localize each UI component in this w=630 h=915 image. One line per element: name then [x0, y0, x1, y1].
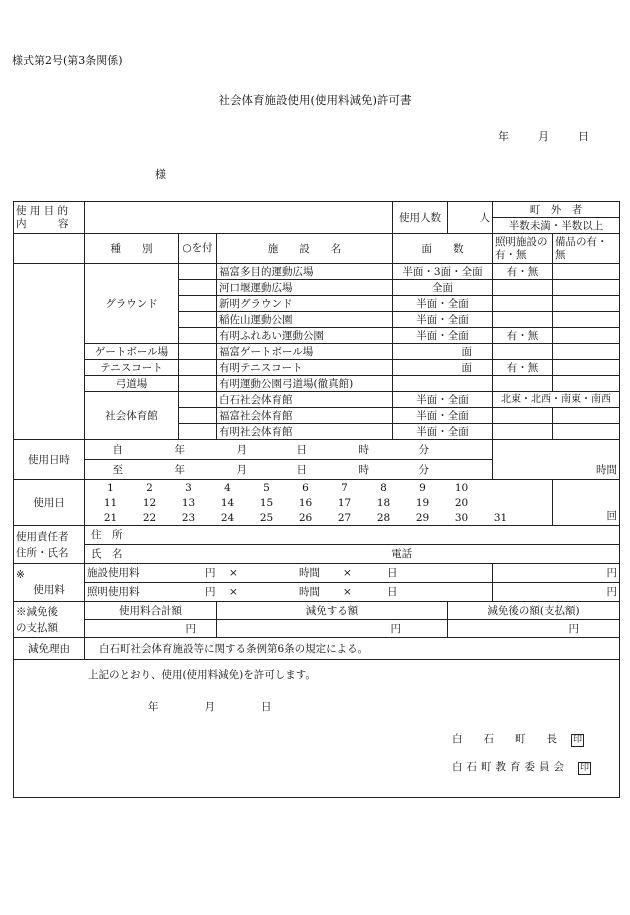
after-label: 減免後の額(支払額)	[448, 602, 620, 620]
mark-cell[interactable]	[179, 328, 217, 344]
approval-month: 月	[204, 701, 215, 713]
facility-name: 稲佐山運動公園	[217, 312, 393, 328]
facility-row	[14, 264, 620, 280]
facility-area[interactable]: 半面・3面・全面	[393, 264, 493, 280]
minute-unit: 分	[418, 443, 429, 456]
users-label: 使用人数	[393, 202, 448, 234]
day-number[interactable]: 21	[103, 511, 118, 524]
users-unit: 人	[479, 211, 491, 224]
address-field[interactable]	[85, 526, 620, 545]
day-number[interactable]: 16	[298, 496, 313, 509]
facility-equipment[interactable]	[553, 328, 620, 344]
day-unit: 日	[296, 463, 307, 476]
from-label: 自	[112, 443, 123, 456]
mark-cell[interactable]	[179, 360, 217, 376]
facility-area[interactable]: 半面・全面	[393, 392, 493, 408]
reduced-label-line1: ※減免後	[16, 605, 58, 618]
day-number[interactable]: 25	[259, 511, 274, 524]
approval-date	[148, 700, 272, 714]
facility-area[interactable]: 面	[393, 344, 493, 360]
facility-area[interactable]: 全面	[393, 280, 493, 296]
page-title: 社会体育施設使用(使用料減免)許可書	[218, 93, 412, 107]
month-unit: 月	[236, 443, 247, 456]
purpose-label-line2: 内 容	[16, 217, 69, 230]
mayor-title: 白 石 町 長	[452, 733, 557, 745]
day-number[interactable]: 28	[376, 511, 391, 524]
times-sign: ×	[343, 586, 352, 598]
mark-cell[interactable]	[179, 408, 217, 424]
seal-stamp: 印	[572, 735, 582, 745]
mark-cell[interactable]	[179, 392, 217, 408]
reduced-label-line2: の支払額	[16, 621, 58, 634]
lighting-fee-label: 照明使用料	[87, 586, 140, 598]
usage-days-label: 使用日	[14, 480, 85, 526]
facility-area[interactable]: 半面・全面	[393, 408, 493, 424]
day-number[interactable]: 2	[146, 481, 153, 494]
responsible-label-line2: 住所・氏名	[16, 546, 69, 559]
day-number[interactable]: 14	[220, 496, 235, 509]
header-blank	[14, 234, 85, 264]
facility-lighting[interactable]: 北東・北西・南東・南西	[493, 392, 620, 408]
month-unit: 月	[236, 463, 247, 476]
day-number[interactable]: 4	[224, 481, 231, 494]
issue-date	[498, 128, 589, 144]
facility-area[interactable]: 面	[393, 360, 493, 376]
date-year: 年	[498, 130, 509, 143]
day-number[interactable]: 6	[302, 481, 309, 494]
day-number[interactable]: 13	[181, 496, 196, 509]
day-number[interactable]: 9	[419, 481, 426, 494]
day-number[interactable]: 30	[454, 511, 469, 524]
fees-label	[14, 564, 85, 602]
day-number[interactable]: 12	[142, 496, 157, 509]
approval-day: 日	[261, 701, 272, 713]
days-unit: 日	[387, 586, 398, 598]
permit-form-table	[13, 201, 620, 798]
yen-unit: 円	[185, 622, 196, 635]
lighting-fee-total[interactable]	[493, 583, 620, 602]
facility-left-blank	[14, 264, 85, 440]
type-tennis: テニスコート	[85, 360, 179, 376]
yen-unit: 円	[606, 567, 618, 579]
reduced-label	[14, 602, 85, 638]
day-number[interactable]: 22	[142, 511, 157, 524]
facility-name: 河口堰運動広場	[217, 280, 393, 296]
facility-name: 福富多目的運動広場	[217, 264, 393, 280]
times-sign: ×	[229, 567, 238, 579]
yen-unit: 円	[606, 586, 618, 598]
col-facility: 施 設 名	[217, 234, 393, 264]
reason-text: 白石町社会体育施設等に関する条例第6条の規定による。	[85, 638, 620, 660]
days-unit: 日	[387, 567, 398, 579]
facility-fee-total[interactable]	[493, 564, 620, 583]
mark-cell[interactable]	[179, 296, 217, 312]
facility-equipment[interactable]	[553, 264, 620, 280]
outside-label: 町 外 者	[493, 202, 620, 218]
year-unit: 年	[174, 463, 185, 476]
days-row[interactable]	[85, 495, 553, 510]
day-number[interactable]: 24	[220, 511, 235, 524]
facility-row	[14, 360, 620, 376]
day-number[interactable]: 23	[181, 511, 196, 524]
outside-ratio[interactable]: 半数未満・半数以上	[493, 218, 620, 234]
approval-statement: 上記のとおり、使用(使用料減免)を許可します。	[88, 669, 316, 681]
day-unit: 日	[296, 443, 307, 456]
lighting-fee-row[interactable]	[85, 583, 493, 602]
usage-count[interactable]	[553, 480, 620, 526]
days-row[interactable]	[85, 480, 553, 496]
yen-unit: 円	[390, 622, 402, 635]
mark-cell[interactable]	[179, 264, 217, 280]
usage-from-row[interactable]	[85, 440, 493, 460]
facility-equipment[interactable]	[553, 312, 620, 328]
facility-lighting[interactable]: 有・無	[493, 360, 553, 376]
users-field[interactable]	[448, 202, 493, 234]
facility-name: 有明運動公園弓道場(徹真館)	[217, 376, 393, 392]
purpose-label	[14, 202, 85, 234]
day-number[interactable]: 19	[415, 496, 430, 509]
times-sign: ×	[343, 567, 352, 579]
day-number[interactable]: 29	[415, 511, 430, 524]
approval-year: 年	[148, 701, 159, 713]
reduction-amount[interactable]	[217, 620, 448, 638]
facility-name: 有明ふれあい運動公園	[217, 328, 393, 344]
type-gym: 社会体育館	[85, 392, 179, 440]
addressee: 様	[155, 168, 166, 181]
facility-area[interactable]: 半面・全面	[393, 296, 493, 312]
facility-equipment[interactable]	[553, 296, 620, 312]
facility-row	[14, 392, 620, 408]
yen-unit: 円	[205, 586, 216, 598]
board-line	[452, 760, 591, 775]
day-number[interactable]: 17	[337, 496, 352, 509]
day-number[interactable]: 1	[107, 481, 114, 494]
name-field[interactable]	[85, 545, 620, 564]
day-number[interactable]: 3	[185, 481, 192, 494]
date-month: 月	[538, 130, 549, 143]
facility-fee-row[interactable]	[85, 564, 493, 583]
usage-to-row[interactable]	[85, 460, 493, 480]
fees-label-text: 使用料	[33, 583, 65, 596]
times-sign: ×	[229, 586, 238, 598]
facility-equipment[interactable]	[553, 360, 620, 376]
facility-area[interactable]: 半面・全面	[393, 312, 493, 328]
type-gateball: ゲートボール場	[85, 344, 179, 360]
board-title: 白石町教育委員会	[452, 761, 568, 773]
facility-name: 新明グラウンド	[217, 296, 393, 312]
fees-mark: ※	[16, 568, 25, 581]
day-number[interactable]: 31	[493, 511, 508, 524]
day-number[interactable]: 15	[259, 496, 274, 509]
day-number[interactable]: 10	[454, 481, 469, 494]
mark-cell[interactable]	[179, 280, 217, 296]
day-number[interactable]: 26	[298, 511, 313, 524]
facility-lighting[interactable]	[493, 312, 553, 328]
facility-area[interactable]: 半面・全面	[393, 424, 493, 440]
responsible-label	[14, 526, 85, 564]
address-label: 住 所	[91, 529, 123, 541]
reason-label: 減免理由	[14, 638, 85, 660]
day-number[interactable]: 5	[263, 481, 270, 494]
hour-unit: 時	[358, 443, 369, 456]
facility-equipment[interactable]	[553, 280, 620, 296]
purpose-field[interactable]	[85, 202, 393, 234]
yen-unit: 円	[205, 567, 216, 579]
day-number[interactable]: 20	[454, 496, 469, 509]
facility-area[interactable]	[393, 376, 493, 392]
day-number[interactable]: 27	[337, 511, 352, 524]
type-ground: グラウンド	[85, 264, 179, 344]
hour-unit: 時	[358, 463, 369, 476]
hours-unit: 時間	[299, 586, 320, 598]
facility-name: 有明社会体育館	[217, 424, 393, 440]
facility-name: 福富ゲートボール場	[217, 344, 393, 360]
usage-datetime-label: 使用日時	[14, 440, 85, 480]
days-row[interactable]	[85, 510, 553, 526]
day-number[interactable]: 7	[341, 481, 348, 494]
facility-row	[14, 344, 620, 360]
total-amount[interactable]	[85, 620, 217, 638]
facility-lighting[interactable]	[493, 376, 553, 392]
approval-area	[14, 660, 620, 798]
facility-equipment[interactable]	[553, 344, 620, 360]
date-day: 日	[578, 130, 589, 143]
mark-cell[interactable]	[179, 344, 217, 360]
facility-lighting[interactable]	[493, 424, 553, 440]
facility-name: 福富社会体育館	[217, 408, 393, 424]
facility-equipment[interactable]	[553, 424, 620, 440]
mayor-line	[452, 732, 584, 747]
day-number[interactable]: 18	[376, 496, 391, 509]
facility-row	[14, 376, 620, 392]
type-archery: 弓道場	[85, 376, 179, 392]
day-number[interactable]: 11	[103, 496, 118, 509]
responsible-label-line1: 使用責任者	[16, 530, 69, 543]
hours-unit: 時間	[299, 567, 320, 579]
year-unit: 年	[174, 443, 185, 456]
col-mark: ○を付	[179, 234, 217, 264]
name-label: 氏 名	[91, 548, 123, 560]
facility-area[interactable]: 半面・全面	[393, 328, 493, 344]
usage-hours[interactable]	[493, 440, 620, 480]
facility-equipment[interactable]	[553, 408, 620, 424]
mark-cell[interactable]	[179, 424, 217, 440]
phone-label: 電話	[391, 548, 413, 560]
hours-unit: 時間	[596, 464, 618, 476]
facility-lighting[interactable]	[493, 408, 553, 424]
col-equipment: 備品の有・無	[553, 234, 620, 264]
facility-equipment[interactable]	[553, 376, 620, 392]
col-lighting: 照明施設の有・無	[493, 234, 553, 264]
facility-lighting[interactable]	[493, 296, 553, 312]
times-unit: 回	[606, 510, 618, 522]
minute-unit: 分	[418, 463, 429, 476]
after-amount[interactable]	[448, 620, 620, 638]
col-type: 種 別	[85, 234, 179, 264]
facility-lighting[interactable]	[493, 280, 553, 296]
reduction-label: 減免する額	[217, 602, 448, 620]
total-label: 使用料合計額	[85, 602, 217, 620]
yen-unit: 円	[568, 622, 580, 635]
facility-lighting[interactable]	[493, 344, 553, 360]
facility-lighting[interactable]: 有・無	[493, 328, 553, 344]
to-label: 至	[112, 463, 123, 476]
col-area: 面 数	[393, 234, 493, 264]
facility-lighting[interactable]: 有・無	[493, 264, 553, 280]
facility-name: 白石社会体育館	[217, 392, 393, 408]
seal-stamp: 印	[579, 763, 589, 773]
form-number: 様式第2号(第3条関係)	[12, 54, 123, 67]
facility-fee-label: 施設使用料	[87, 567, 140, 579]
mark-cell[interactable]	[179, 312, 217, 328]
day-number[interactable]: 8	[380, 481, 387, 494]
mark-cell[interactable]	[179, 376, 217, 392]
purpose-label-line1: 使 用 目 的	[16, 204, 69, 217]
facility-name: 有明テニスコート	[217, 360, 393, 376]
